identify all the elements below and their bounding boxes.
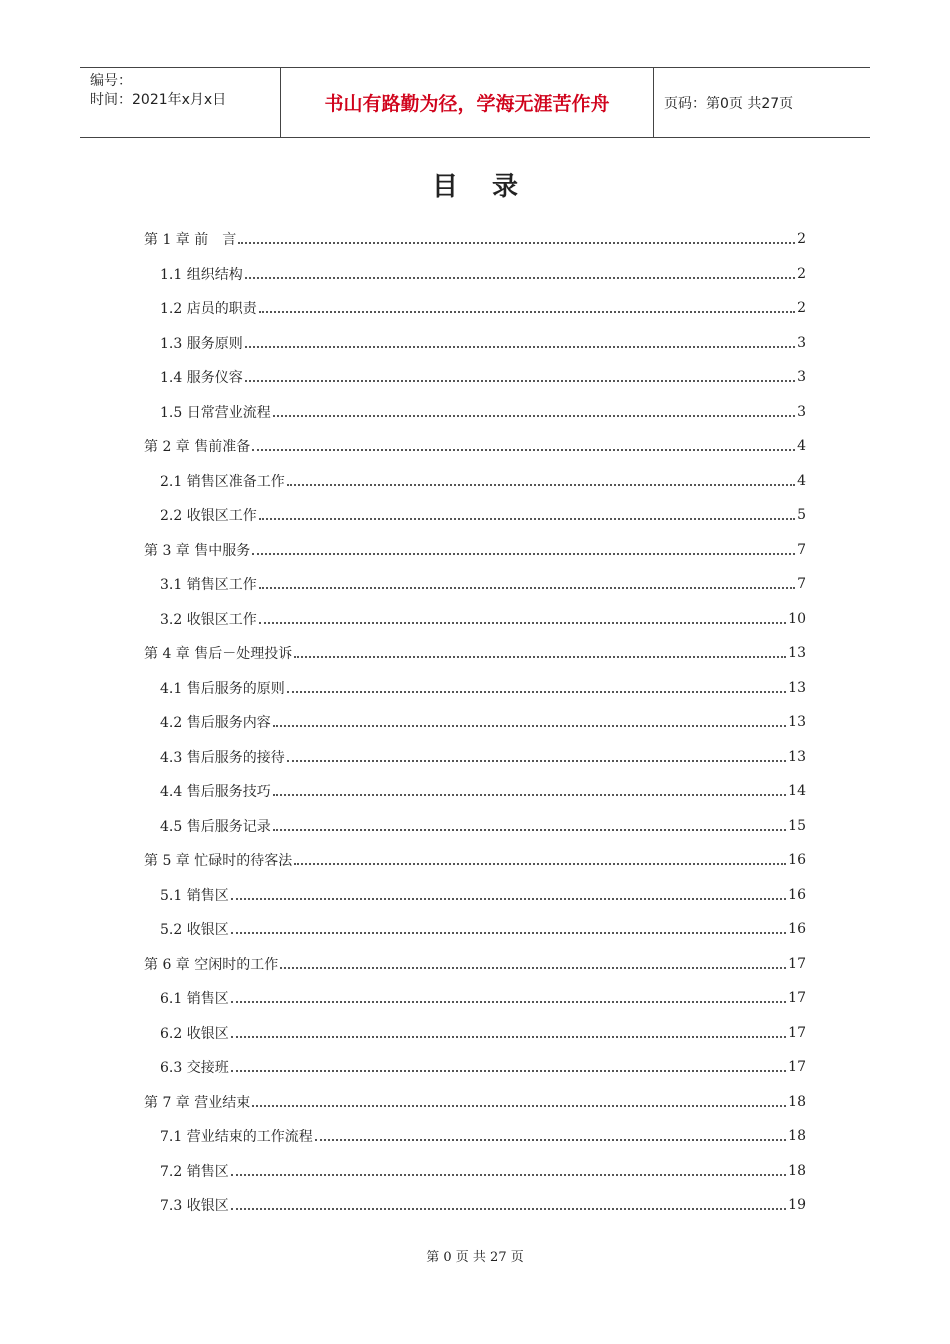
toc-entry[interactable] [144,395,806,430]
code-label: 编号： [90,73,132,89]
toc-entry-label: 第 2 章 售前准备 [144,439,251,456]
toc-entry[interactable] [144,498,806,533]
toc-entry-page: 7 [797,576,806,593]
toc-entry-label: 第 5 章 忙碌时的待客法 [144,853,293,870]
toc-entry-page: 14 [788,783,806,800]
toc-leader-dots [245,277,795,279]
toc-entry-page: 18 [788,1093,806,1110]
toc-entry-label: 5.2 收银区 [160,922,229,939]
toc-entry-label: 第 1 章 前 言 [144,232,237,249]
page-header [80,67,870,138]
toc-entry-page: 10 [788,610,806,627]
header-meta [80,68,281,137]
toc-entry[interactable] [144,843,806,878]
toc-entry-label: 7.1 营业结束的工作流程 [160,1129,313,1146]
toc-leader-dots [259,622,786,624]
toc-leader-dots [273,415,795,417]
toc-entry-page: 4 [797,438,806,455]
toc-entry-label: 第 7 章 营业结束 [144,1094,251,1111]
toc-leader-dots [259,518,795,520]
toc-entry-page: 4 [797,472,806,489]
toc-entry-page: 3 [797,334,806,351]
toc-entry-label: 1.4 服务仪容 [160,370,243,387]
toc-entry-label: 5.1 销售区 [160,887,229,904]
toc-entry[interactable] [144,774,806,809]
toc-entry-label: 7.2 销售区 [160,1163,229,1180]
toc-entry-page: 16 [788,886,806,903]
toc-entry-label: 1.5 日常营业流程 [160,404,271,421]
toc-entry[interactable] [144,360,806,395]
toc-leader-dots [280,967,786,969]
toc-entry-label: 6.2 收银区 [160,1025,229,1042]
toc-entry-page: 16 [788,921,806,938]
toc-entry-label: 4.5 售后服务记录 [160,818,271,835]
toc-leader-dots [287,760,786,762]
header-motto: 书山有路勤为径，学海无涯苦作舟 [281,68,654,137]
toc-leader-dots [273,794,786,796]
toc-entry-page: 18 [788,1128,806,1145]
toc-entry-page: 18 [788,1162,806,1179]
toc-leader-dots [231,898,786,900]
toc-entry-page: 13 [788,748,806,765]
toc-entry-page: 19 [788,1197,806,1214]
toc-entry[interactable] [144,1119,806,1154]
toc-entry[interactable] [144,636,806,671]
toc-entry-page: 17 [788,955,806,972]
toc-leader-dots [252,1105,786,1107]
toc-entry[interactable] [144,1188,806,1223]
toc-leader-dots [273,829,786,831]
toc-entry-label: 4.3 售后服务的接待 [160,749,285,766]
toc-entry-label: 4.1 售后服务的原则 [160,680,285,697]
toc-leader-dots [287,691,786,693]
toc-entry-label: 第 3 章 售中服务 [144,542,251,559]
toc-entry-page: 16 [788,852,806,869]
header-page-info: 页码：第0页 共27页 [664,95,794,112]
toc-leader-dots [231,1208,786,1210]
toc-entry-label: 1.2 店员的职责 [160,301,257,318]
toc-entry-label: 4.4 售后服务技巧 [160,784,271,801]
page-title: 目录 [431,172,552,202]
toc-leader-dots [231,1036,786,1038]
toc-entry-page: 17 [788,1024,806,1041]
toc-leader-dots [273,725,786,727]
toc-entry-page: 13 [788,679,806,696]
toc-leader-dots [287,484,795,486]
toc-entry-label: 7.3 收银区 [160,1198,229,1215]
toc-leader-dots [294,863,786,865]
toc-entry-label: 第 4 章 售后－处理投诉 [144,646,293,663]
toc-entry-label: 1.3 服务原则 [160,335,243,352]
toc-entry-label: 3.2 收银区工作 [160,611,257,628]
toc-entry[interactable] [144,809,806,844]
toc-entry[interactable] [144,740,806,775]
table-of-contents [144,222,806,1223]
toc-entry-page: 13 [788,645,806,662]
toc-entry-label: 第 6 章 空闲时的工作 [144,956,279,973]
toc-entry-page: 17 [788,990,806,1007]
toc-leader-dots [231,1174,786,1176]
toc-entry[interactable] [144,567,806,602]
toc-entry[interactable] [144,947,806,982]
toc-entry[interactable] [144,671,806,706]
toc-entry[interactable] [144,1016,806,1051]
toc-entry-label: 6.1 销售区 [160,991,229,1008]
toc-leader-dots [245,346,795,348]
toc-entry-label: 3.1 销售区工作 [160,577,257,594]
toc-leader-dots [231,1001,786,1003]
toc-entry-page: 13 [788,714,806,731]
toc-entry-label: 6.3 交接班 [160,1060,229,1077]
toc-leader-dots [252,553,795,555]
toc-leader-dots [259,311,795,313]
toc-entry[interactable] [144,878,806,913]
toc-entry[interactable] [144,429,806,464]
toc-entry[interactable] [144,533,806,568]
toc-entry[interactable] [144,1154,806,1189]
toc-entry[interactable] [144,981,806,1016]
toc-entry[interactable] [144,222,806,257]
toc-entry[interactable] [144,291,806,326]
toc-leader-dots [315,1139,786,1141]
toc-entry-label: 4.2 售后服务内容 [160,715,271,732]
toc-entry-page: 3 [797,403,806,420]
toc-entry[interactable] [144,1050,806,1085]
toc-entry[interactable] [144,602,806,637]
toc-entry[interactable] [144,326,806,361]
toc-entry-page: 15 [788,817,806,834]
toc-leader-dots [252,449,795,451]
toc-entry[interactable] [144,912,806,947]
toc-leader-dots [245,380,795,382]
toc-leader-dots [231,932,786,934]
toc-entry-page: 2 [797,265,806,282]
toc-entry-label: 2.1 销售区准备工作 [160,473,285,490]
toc-leader-dots [238,242,795,244]
toc-leader-dots [231,1070,786,1072]
toc-entry[interactable] [144,1085,806,1120]
toc-entry[interactable] [144,705,806,740]
toc-entry[interactable] [144,464,806,499]
page-footer: 第 0 页 共 27 页 [426,1250,524,1265]
toc-entry-page: 5 [797,507,806,524]
toc-entry-page: 7 [797,541,806,558]
toc-entry-page: 2 [797,300,806,317]
toc-entry-page: 2 [797,231,806,248]
toc-leader-dots [259,587,795,589]
toc-leader-dots [294,656,786,658]
toc-entry-page: 3 [797,369,806,386]
time-label: 时间：2021年x月x日 [90,92,227,108]
toc-entry-label: 2.2 收银区工作 [160,508,257,525]
toc-entry-page: 17 [788,1059,806,1076]
toc-entry[interactable] [144,257,806,292]
toc-entry-label: 1.1 组织结构 [160,266,243,283]
